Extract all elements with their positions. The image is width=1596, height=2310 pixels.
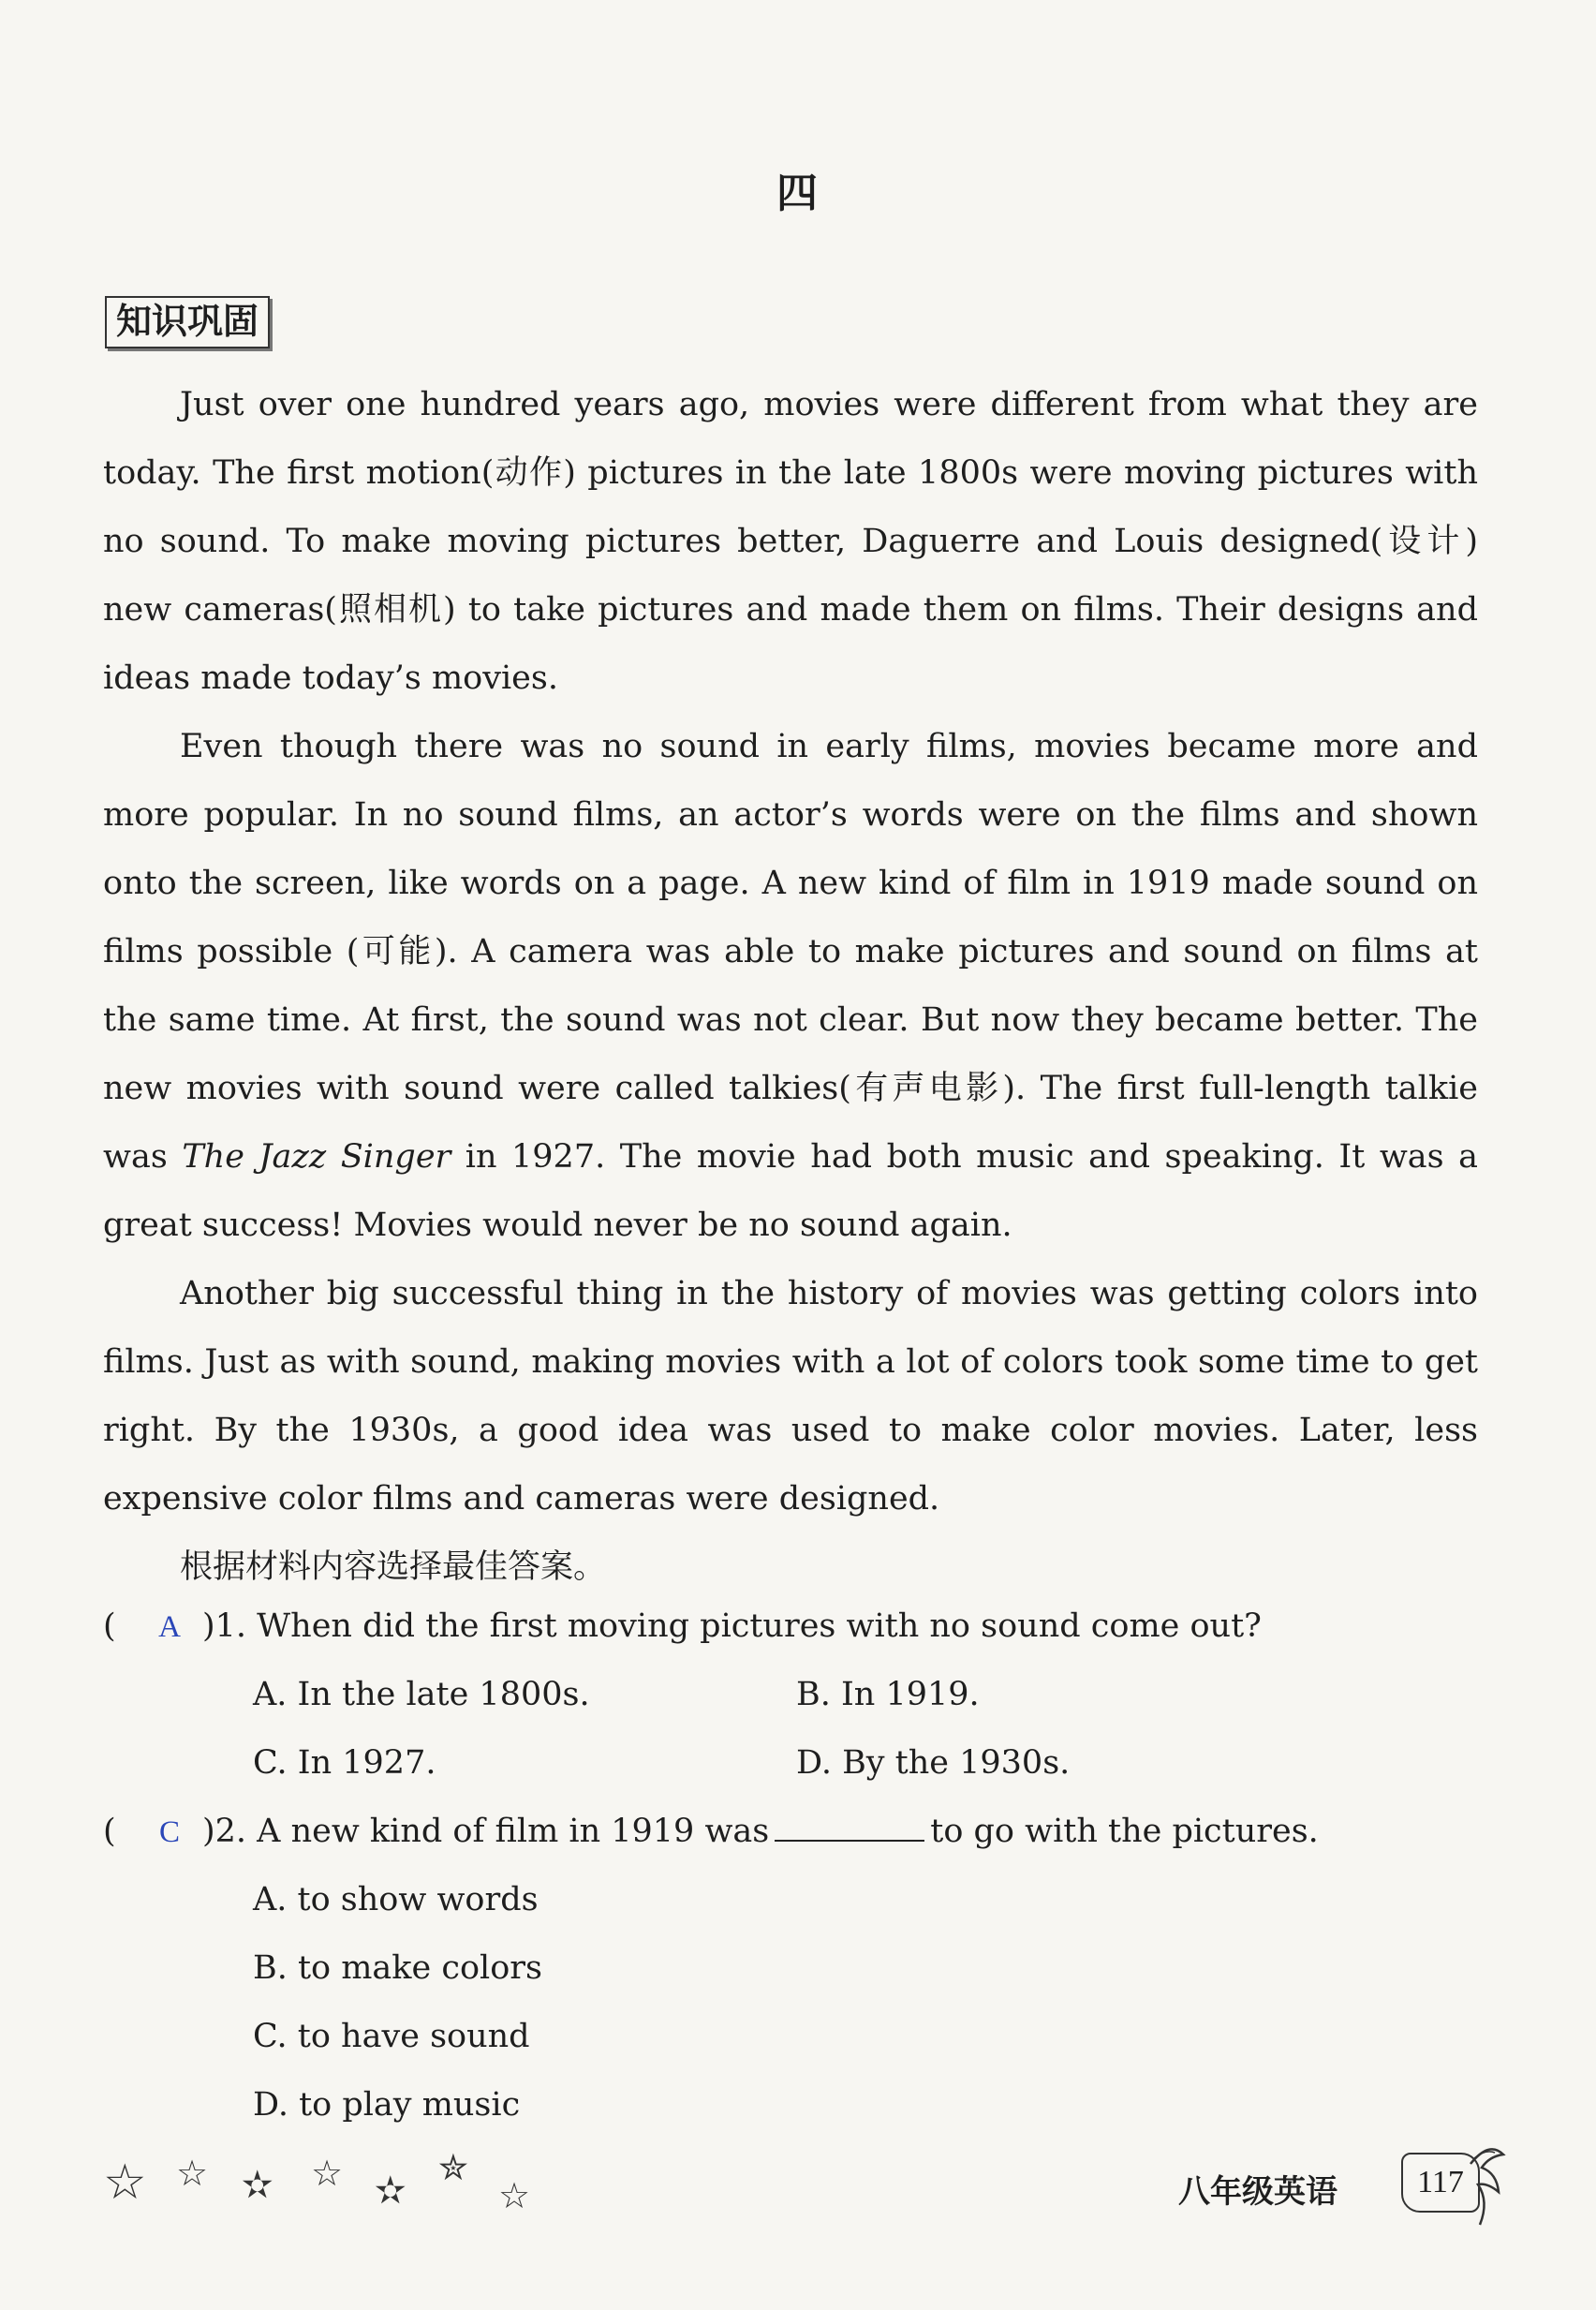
question-2-option-c[interactable]: C. to have sound [253,2018,530,2055]
question-1-option-b[interactable]: B. In 1919. [796,1676,980,1713]
question-1-text: )1. When did the first moving pictures with no sound come out? [202,1607,1262,1645]
instruction: 根据材料内容选择最佳答案。 [180,1548,607,1586]
star-icon: ✫ [375,2169,406,2213]
star-icon: ☆ [176,2153,209,2194]
star-icon: ☆ [311,2153,344,2194]
question-2 [103,1798,1478,1866]
question-2-option-row-c [103,2003,1478,2071]
page-footer [0,2136,1596,2248]
question-2-option-row-d [103,2071,1478,2140]
reading-passage [103,371,1478,1602]
leaf-icon [1461,2136,1508,2229]
question-2-answer[interactable]: C [158,1815,180,1849]
question-2-option-row-b [103,1934,1478,2003]
question-1-paren: ( [103,1607,116,1645]
page-number: 117 [1401,2153,1480,2213]
question-2-option-d[interactable]: D. to play music [253,2086,521,2124]
star-icon: ✮ [438,2147,468,2188]
grade-label: 八年级英语 [1178,2173,1337,2211]
paragraph-2 [103,713,1478,1260]
question-1-option-a[interactable]: A. In the late 1800s. [253,1676,590,1713]
star-icon: ✫ [242,2164,273,2207]
question-2-option-row-a [103,1866,1478,1934]
question-2-text-b: to go with the pictures. [930,1813,1319,1850]
section-title: 四 [776,170,820,217]
question-1 [103,1592,1478,1661]
star-icon: ☆ [103,2155,147,2211]
section-tag: 知识巩固 [105,296,270,348]
paragraph-2-text-a: Even though there was no sound in early films, movies became more and more popular. In no sound films, an actor’s words were on the films and shown onto the screen, like words on a page. A new kind of film in 1919 made sound on films possible (可能). A camera was able to make pictures and sound on films at the same time. At first, the sound was not clear. But now they became better. The new movies with sound were called talkies(有声电影). The first full-length talkie was [103,728,1478,1176]
question-1-option-d[interactable]: D. By the 1930s. [796,1744,1071,1782]
question-2-option-b[interactable]: B. to make colors [253,1949,542,1987]
question-1-answer[interactable]: A [158,1610,181,1644]
question-1-options-row-1 [103,1661,1478,1729]
question-list [103,1592,1478,2140]
question-1-option-c[interactable]: C. In 1927. [253,1744,436,1782]
paragraph-3: Another big successful thing in the history of movies was getting colors into films. Just as with sound, making movies with a lot of colors took some time to get right. By the 1930s, a good idea was used to make color movies. Later, less expensive color films and cameras were designed. [103,1275,1478,1518]
question-2-paren: ( [103,1813,116,1850]
paragraph-2-text-b: in 1927. The movie had both music and speaking. It was a great success! Movies would never be no sound again. [103,1138,1478,1244]
star-icon: ☆ [498,2175,531,2216]
paragraph-1: Just over one hundred years ago, movies were different from what they are today. The first motion(动作) pictures in the late 1800s were moving pictures with no sound. To make moving pictures better, Daguerre and Louis designed(设计) new cameras(照相机) to take pictures and made them on films. Their designs and ideas made today’s movies. [103,386,1478,697]
movie-title: The Jazz Singer [182,1138,451,1176]
question-2-text-a: )2. A new kind of film in 1919 was [202,1813,770,1850]
question-2-blank[interactable] [775,1812,924,1842]
star-decoration [103,2136,571,2239]
question-1-options-row-2 [103,1729,1478,1798]
question-2-option-a[interactable]: A. to show words [253,1881,539,1918]
